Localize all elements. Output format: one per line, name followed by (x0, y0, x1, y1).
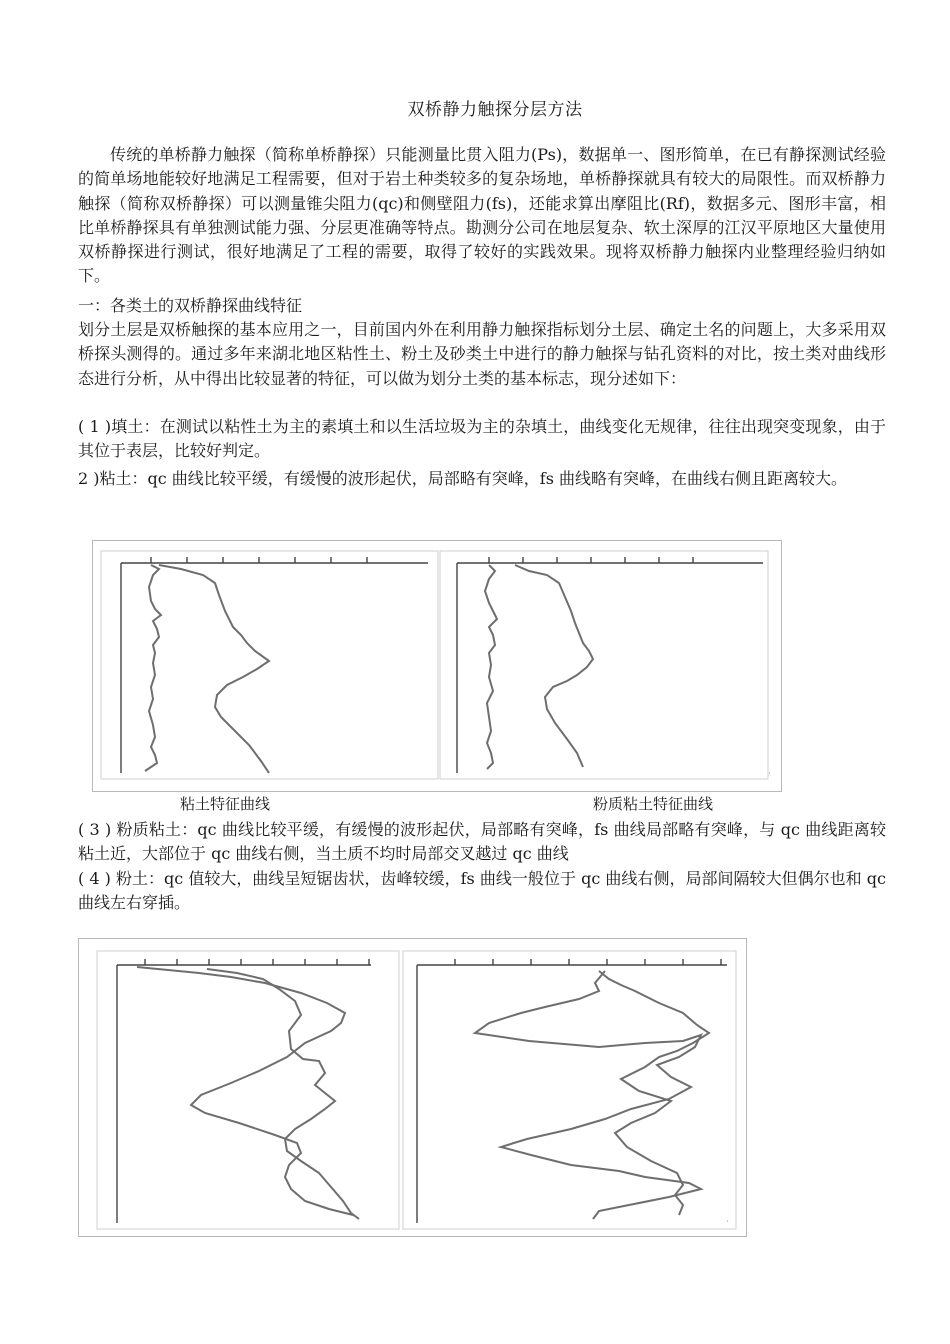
silt-qc-curve-left (137, 967, 353, 1215)
section-intro-paragraph: 划分土层是双桥触探的基本应用之一，目前国内外在利用静力触探指标划分土层、确定土名的问题上，大多采用双桥探头测得的。通过多年来湖北地区粘性土、粉土及砂类土中进行的静力触探与钻孔资料的对比，按土类对曲线形态进行分析，从中得出比较显著的特征，可以做为划分土类的基本标志，现分述如下： (78, 320, 886, 388)
clay-qc-curve (145, 565, 161, 771)
panel-left-frame (97, 951, 399, 1229)
right-axes (457, 557, 763, 773)
clay-item: 2 )粘土：qc 曲线比较平缓，有缓慢的波形起伏，局部略有突峰，fs 曲线略有突峰，在曲线右侧且距离较大。 (78, 469, 848, 488)
silty-clay-fs-curve (515, 565, 593, 767)
silty-clay-item: ( 3 ) 粉质粘土：qc 曲线比较平缓，有缓慢的波形起伏，局部略有突峰，fs 曲线局部略有突峰，与 qc 曲线距离较粘土近，大部位于 qc 曲线右侧，当土质不均时局部交叉越过 qc 曲线 (78, 820, 886, 864)
silt-qc-curve-right (475, 971, 701, 1219)
fill-soil-item: ( 1 )填土：在测试以粘性土为主的素填土和以生活垃圾为主的杂填土，曲线变化无规律，往往出现突变现象，由于其位于表层，比较好判定。 (78, 417, 886, 461)
corner-mark: ' (769, 773, 771, 779)
silty-clay-qc-curve (485, 565, 497, 769)
figure1-left-caption: 粘土特征曲线 (180, 795, 271, 813)
page-title: 双桥静力触探分层方法 (407, 100, 583, 120)
figure1-right-caption: 粉质粘土特征曲线 (593, 795, 714, 813)
section-heading: 一：各类土的双桥静探曲线特征 (78, 296, 303, 315)
clay-fs-curve (159, 565, 269, 773)
left-axes (117, 959, 371, 1223)
silt-curves-svg (79, 939, 746, 1236)
panel-right-frame (440, 551, 771, 779)
silt-fs-curve-left (207, 969, 359, 1219)
corner-mark: ' (727, 1221, 729, 1227)
intro-paragraph: 传统的单桥静力触探（简称单桥静探）只能测量比贯入阻力(Ps)，数据单一、图形简单，在已有静探测试经验的简单场地能较好地满足工程需要，但对于岩土种类较多的复杂场地，单桥静探就具有较大的局限性。而双桥静力触探（简称双桥静探）可以测量锥尖阻力(qc)和侧壁阻力(fs)，还能求算出摩阻比(Rf)，数据多元、图形丰富，相比单桥静探具有单独测试能力强、分层更准确等特点。勘测分公司在地层复杂、软土深厚的江汉平原地区大量使用双桥静探进行测试，很好地满足了工程的需要，取得了较好的实践效果。现将双桥静力触探内业整理经验归纳如下。 (78, 145, 886, 286)
left-axes (121, 557, 428, 773)
clay-curves-svg (93, 541, 781, 791)
clay-curves-figure (92, 540, 782, 792)
right-axes (417, 959, 727, 1223)
silt-item: ( 4 ) 粉土：qc 值较大，曲线呈短锯齿状，齿峰较缓，fs 曲线一般位于 qc 曲线右侧，局部间隔较大但偶尔也和 qc 曲线左右穿插。 (78, 869, 886, 913)
silt-curves-figure (78, 938, 747, 1237)
